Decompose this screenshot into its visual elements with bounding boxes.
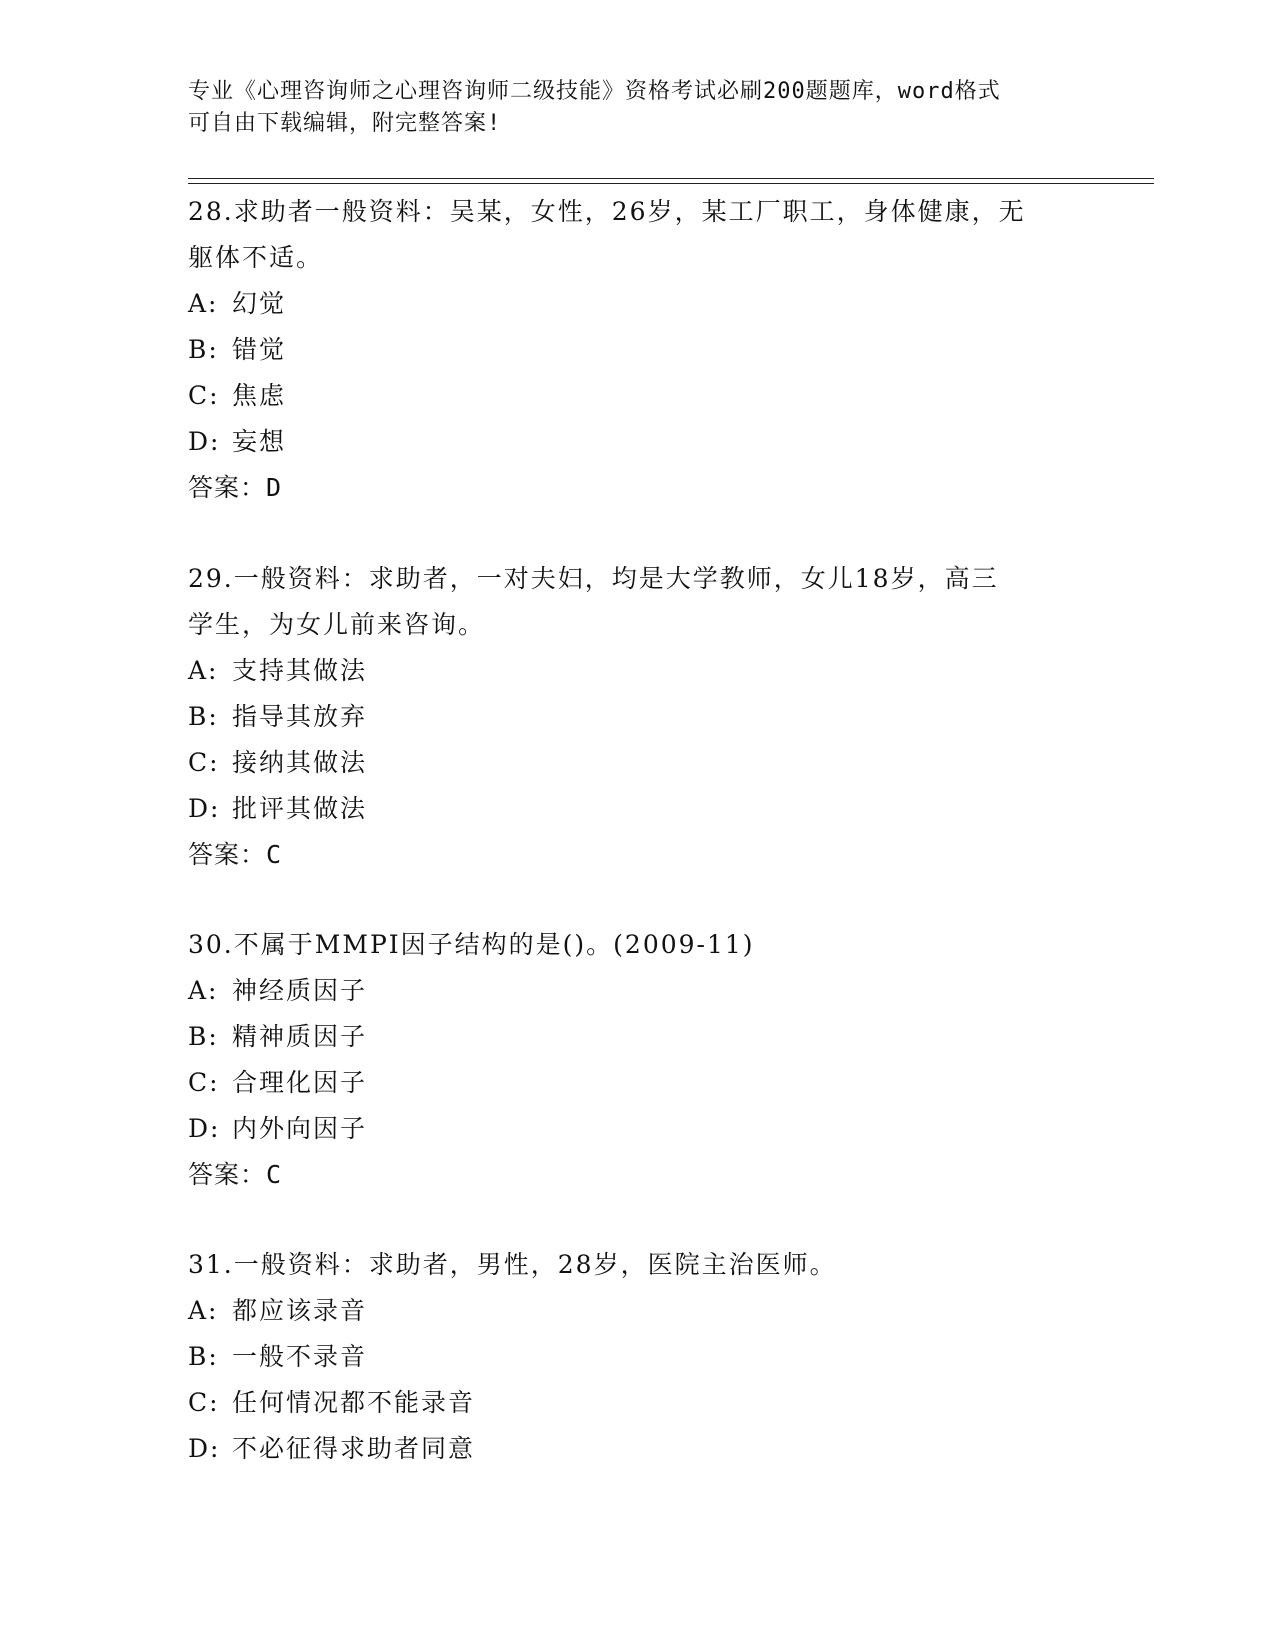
option-letter: C: — [188, 1068, 220, 1097]
option-letter: B: — [188, 1022, 219, 1051]
document-header — [188, 76, 1068, 140]
option-letter: A: — [188, 1296, 219, 1325]
option-letter: D: — [188, 1434, 221, 1463]
option-letter: C: — [188, 748, 220, 777]
option-text: 支持其做法 — [232, 656, 368, 685]
header-line-1: 专业《心理咨询师之心理咨询师二级技能》资格考试必刷200题题库，word格式 — [188, 79, 1001, 104]
stem-line: 29.一般资料：求助者，一对夫妇，均是大学教师，女儿18岁，高三 — [188, 564, 999, 593]
option-letter: C: — [188, 381, 220, 410]
header-line-2: 可自由下载编辑，附完整答案! — [188, 111, 502, 136]
option-d — [188, 1106, 1088, 1152]
option-text: 错觉 — [232, 335, 287, 364]
option-text: 合理化因子 — [232, 1068, 368, 1097]
option-letter: D: — [188, 794, 221, 823]
option-text: 都应该录音 — [232, 1296, 368, 1325]
option-text: 焦虑 — [232, 381, 287, 410]
option-b — [188, 694, 1088, 740]
option-letter: D: — [188, 1114, 221, 1143]
stem-line: 28.求助者一般资料：吴某，女性，26岁，某工厂职工，身体健康，无 — [188, 197, 1026, 226]
option-text: 一般不录音 — [232, 1342, 368, 1371]
option-c — [188, 740, 1088, 786]
option-d — [188, 419, 1088, 465]
option-letter: A: — [188, 289, 219, 318]
header-divider-bottom — [188, 183, 1154, 184]
option-letter: A: — [188, 656, 219, 685]
option-text: 批评其做法 — [232, 794, 368, 823]
option-letter: B: — [188, 702, 219, 731]
option-letter: B: — [188, 1342, 219, 1371]
option-text: 妄想 — [232, 427, 287, 456]
option-b — [188, 1014, 1088, 1060]
option-a — [188, 968, 1088, 1014]
option-text: 幻觉 — [232, 289, 287, 318]
option-letter: A: — [188, 976, 219, 1005]
answer-line: 答案：C — [188, 1160, 283, 1189]
answer-line: 答案：D — [188, 473, 283, 502]
question-stem — [188, 556, 1088, 648]
option-text: 指导其放弃 — [232, 702, 368, 731]
question-31 — [188, 1242, 1088, 1472]
option-text: 不必征得求助者同意 — [232, 1434, 476, 1463]
option-text: 接纳其做法 — [232, 748, 368, 777]
option-b — [188, 327, 1088, 373]
option-a — [188, 1288, 1088, 1334]
stem-line: 躯体不适。 — [188, 243, 324, 272]
question-stem — [188, 1242, 1088, 1288]
stem-line: 学生，为女儿前来咨询。 — [188, 610, 486, 639]
option-a — [188, 648, 1088, 694]
answer-line: 答案：C — [188, 840, 283, 869]
question-28 — [188, 189, 1088, 511]
option-letter: C: — [188, 1388, 220, 1417]
option-c — [188, 1060, 1088, 1106]
option-letter: B: — [188, 335, 219, 364]
question-stem — [188, 189, 1088, 281]
option-a — [188, 281, 1088, 327]
option-text: 神经质因子 — [232, 976, 368, 1005]
question-stem — [188, 922, 1088, 968]
question-29 — [188, 556, 1088, 878]
header-divider-top — [188, 178, 1154, 179]
option-text: 内外向因子 — [232, 1114, 368, 1143]
option-b — [188, 1334, 1088, 1380]
stem-line: 30.不属于MMPI因子结构的是()。(2009-11) — [188, 930, 755, 959]
stem-line: 31.一般资料：求助者，男性，28岁，医院主治医师。 — [188, 1250, 837, 1279]
option-text: 任何情况都不能录音 — [232, 1388, 476, 1417]
option-letter: D: — [188, 427, 221, 456]
option-text: 精神质因子 — [232, 1022, 368, 1051]
option-d — [188, 1426, 1088, 1472]
question-30 — [188, 922, 1088, 1198]
option-c — [188, 1380, 1088, 1426]
option-c — [188, 373, 1088, 419]
option-d — [188, 786, 1088, 832]
